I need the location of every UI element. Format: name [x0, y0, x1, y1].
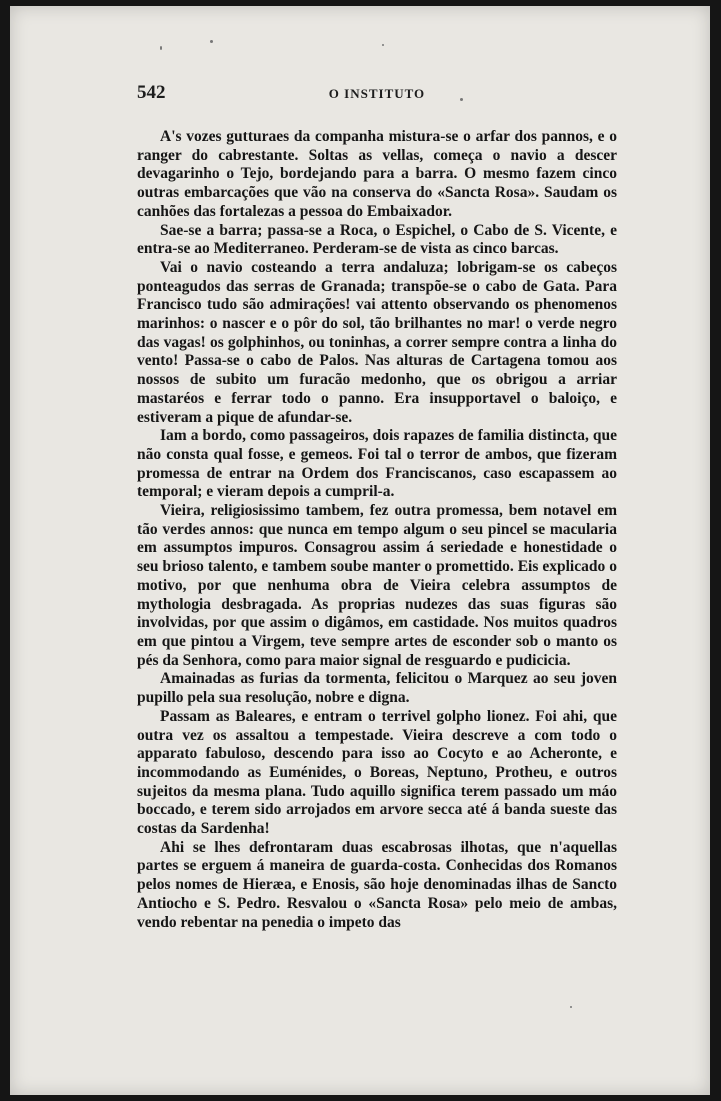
- page-header: [137, 82, 617, 106]
- paragraph: Iam a bordo, como passageiros, dois rapazes de familia distincta, que não consta qual fosse, e gemeos. Foi tal o terror de ambos, que fizeram promessa de entrar na Ordem dos Franciscanos, caso escapassem ao temporal; e vieram depois a cumpril-a.: [137, 427, 617, 501]
- paragraph: Amainadas as furias da tormenta, felicitou o Marquez ao seu joven pupillo pela sua resolução, nobre e digna.: [137, 670, 617, 707]
- running-title: O INSTITUTO: [328, 86, 426, 101]
- paragraph: Passam as Baleares, e entram o terrivel golpho lionez. Foi ahi, que outra vez os assaltou a tempestade. Vieira descreve a com todo o apparato fabuloso, descendo para isso ao Cocyto e ao Acheronte, e incommodando as Euménides, o Boreas, Neptuno, Protheu, e outros sujeitos da mesma plana. Tudo aquillo significa terem passado um máo boccado, e terem sido arrojados em arvore secca até á banda sueste das costas da Sardenha!: [137, 707, 617, 838]
- paragraph: Vieira, religiosissimo tambem, fez outra promessa, bem notavel em tão verdes annos: que nunca em tempo algum o seu pincel se macularia em assumptos impuros. Consagrou assim á seriedade e honestidade o seu brioso talento, e tambem soube manter o promettido. Eis explicado o motivo, por que nenhuma obra de Vieira celebra assumptos de mythologia desbragada. As proprias nudezes das suas figuras são involvidas, por que assim o digâmos, em castidade. Nos muitos quadros em que pintou a Virgem, teve sempre artes de esconder sob o manto os pés da Senhora, como para maior signal de resguardo e pudicicia.: [137, 502, 617, 669]
- body-text: [137, 128, 617, 932]
- paragraph: A's vozes gutturaes da companha mistura-se o arfar dos pannos, e o ranger do cabrestante. Soltas as vellas, começa o navio a descer devagarinho o Tejo, bordejando para a barra. O mesmo fazem cinco outras embarcações que vão na conserva do «Sancta Rosa». Saudam os canhões das fortalezas a pessoa do Embaixador.: [137, 128, 617, 220]
- paragraph: Vai o navio costeando a terra andaluza; lobrigam-se os cabeços ponteagudos das serras de Granada; transpõe-se o cabo de Gata. Para Francisco tudo são admirações! vai attento observando os phenomenos marinhos: o nascer e o pôr do sol, tão brilhantes no mar! o verde negro das vagas! os golphinhos, ou toninhas, a correr sempre contra a linha do vento! Passa-se o cabo de Palos. Nas alturas de Cartagena tomou aos nossos de subito um furacão medonho, que os obrigou a arriar mastaréos e ferrar todo o panno. Era insupportavel o baloiço, e estiveram a pique de afundar-se.: [137, 258, 617, 426]
- page-number: 542: [137, 82, 166, 103]
- paragraph: Ahi se lhes defrontaram duas escabrosas ilhotas, que n'aquellas partes se erguem á maneira de guarda-costa. Conhecidas dos Romanos pelos nomes de Hieræa, e Enosis, são hoje denominadas ilhas de Sancto Antiocho e S. Pedro. Resvalou o «Sancta Rosa» pelo meio de ambas, vendo rebentar na penedia o impeto das: [137, 838, 617, 931]
- paragraph: Sae-se a barra; passa-se a Roca, o Espichel, o Cabo de S. Vicente, e entra-se ao Mediterraneo. Perderam-se de vista as cinco barcas.: [137, 221, 617, 258]
